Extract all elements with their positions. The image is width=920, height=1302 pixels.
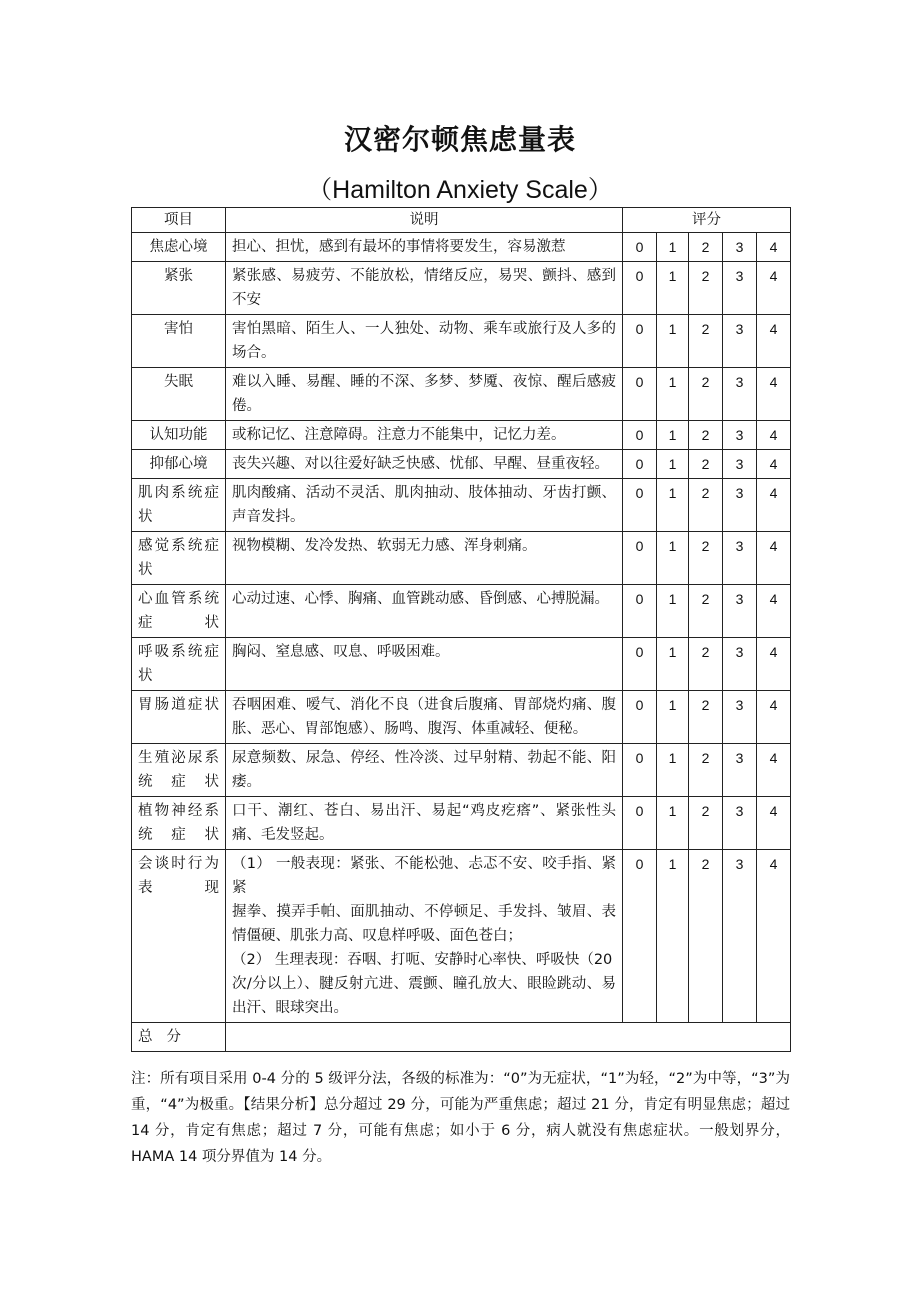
score-option-0[interactable]: 0 <box>623 315 657 368</box>
score-option-4[interactable]: 4 <box>757 585 791 638</box>
item-name: 抑郁心境 <box>132 450 226 479</box>
item-name: 失眠 <box>132 368 226 421</box>
score-option-1[interactable]: 1 <box>657 797 689 850</box>
score-option-4[interactable]: 4 <box>757 262 791 315</box>
item-description: 尿意频数、尿急、停经、性冷淡、过早射精、勃起不能、阳痿。 <box>226 744 623 797</box>
score-option-3[interactable]: 3 <box>723 797 757 850</box>
score-option-3[interactable]: 3 <box>723 744 757 797</box>
item-name: 肌肉系统症状 <box>132 479 226 532</box>
score-option-1[interactable]: 1 <box>657 450 689 479</box>
score-option-4[interactable]: 4 <box>757 233 791 262</box>
header-score: 评分 <box>623 208 791 233</box>
table-row <box>132 262 791 315</box>
score-option-3[interactable]: 3 <box>723 262 757 315</box>
score-option-3[interactable]: 3 <box>723 315 757 368</box>
score-option-0[interactable]: 0 <box>623 233 657 262</box>
score-option-1[interactable]: 1 <box>657 262 689 315</box>
table-row <box>132 479 791 532</box>
table-row <box>132 368 791 421</box>
score-option-0[interactable]: 0 <box>623 532 657 585</box>
page-title: 汉密尔顿焦虑量表 <box>343 123 576 156</box>
item-description: 视物模糊、发冷发热、软弱无力感、浑身刺痛。 <box>226 532 623 585</box>
item-description: （1） 一般表现：紧张、不能松弛、忐忑不安、咬手指、紧紧 握拳、摸弄手帕、面肌抽动、不停顿足、手发抖、皱眉、表情僵硬、肌张力高、叹息样呼吸、面色苍白； （2） 生理表现：吞咽、打呃、安静时心率快、呼吸快（20 次/分以上）、腱反射亢进、震颤、瞳孔放大、眼睑跳动、易出汗、眼球突出。 <box>226 850 623 1023</box>
score-option-1[interactable]: 1 <box>657 421 689 450</box>
table-row <box>132 744 791 797</box>
table-row <box>132 691 791 744</box>
score-option-2[interactable]: 2 <box>689 850 723 1023</box>
score-option-4[interactable]: 4 <box>757 421 791 450</box>
score-option-1[interactable]: 1 <box>657 585 689 638</box>
item-description: 难以入睡、易醒、睡的不深、多梦、梦魇、夜惊、醒后感疲倦。 <box>226 368 623 421</box>
score-option-3[interactable]: 3 <box>723 691 757 744</box>
item-name: 会谈时行为表现 <box>132 850 226 1023</box>
item-description: 丧失兴趣、对以往爱好缺乏快感、忧郁、早醒、昼重夜轻。 <box>226 450 623 479</box>
score-option-2[interactable]: 2 <box>689 315 723 368</box>
item-description: 口干、潮红、苍白、易出汗、易起“鸡皮疙瘩”、紧张性头痛、毛发竖起。 <box>226 797 623 850</box>
item-description: 心动过速、心悸、胸痛、血管跳动感、昏倒感、心搏脱漏。 <box>226 585 623 638</box>
score-option-0[interactable]: 0 <box>623 797 657 850</box>
score-option-3[interactable]: 3 <box>723 479 757 532</box>
score-option-0[interactable]: 0 <box>623 585 657 638</box>
score-option-0[interactable]: 0 <box>623 850 657 1023</box>
score-option-2[interactable]: 2 <box>689 532 723 585</box>
score-option-0[interactable]: 0 <box>623 638 657 691</box>
score-option-0[interactable]: 0 <box>623 691 657 744</box>
total-row <box>132 1023 791 1052</box>
score-option-2[interactable]: 2 <box>689 479 723 532</box>
score-option-3[interactable]: 3 <box>723 532 757 585</box>
item-name: 焦虑心境 <box>132 233 226 262</box>
score-option-2[interactable]: 2 <box>689 421 723 450</box>
score-option-2[interactable]: 2 <box>689 368 723 421</box>
score-option-3[interactable]: 3 <box>723 421 757 450</box>
score-option-4[interactable]: 4 <box>757 638 791 691</box>
item-description: 紧张感、易疲劳、不能放松，情绪反应，易哭、颤抖、感到不安 <box>226 262 623 315</box>
score-option-3[interactable]: 3 <box>723 850 757 1023</box>
score-option-3[interactable]: 3 <box>723 585 757 638</box>
score-option-1[interactable]: 1 <box>657 532 689 585</box>
score-option-1[interactable]: 1 <box>657 315 689 368</box>
item-name: 生殖泌尿系统症状 <box>132 744 226 797</box>
item-description: 吞咽困难、嗳气、消化不良（进食后腹痛、胃部烧灼痛、腹胀、恶心、胃部饱感）、肠鸣、腹泻、体重减轻、便秘。 <box>226 691 623 744</box>
item-name: 感觉系统症状 <box>132 532 226 585</box>
score-option-4[interactable]: 4 <box>757 368 791 421</box>
score-option-0[interactable]: 0 <box>623 262 657 315</box>
item-description: 肌肉酸痛、活动不灵活、肌肉抽动、肢体抽动、牙齿打颤、声音发抖。 <box>226 479 623 532</box>
scoring-note: 注：所有项目采用 0-4 分的 5 级评分法，各级的标准为：“0”为无症状，“1”为轻，“2”为中等，“3”为重，“4”为极重。【结果分析】总分超过 29 分，可能为严重焦虑；超过 21 分，肯定有明显焦虑；超过 14 分，肯定有焦虑；超过 7 分，可能有焦虑；如小于 6 分，病人就没有焦虑症状。一般划界分，HAMA 14 项分界值为 14 分。 <box>131 1071 790 1165</box>
item-name: 胃肠道症状 <box>132 691 226 744</box>
score-option-0[interactable]: 0 <box>623 368 657 421</box>
header-item: 项目 <box>132 208 226 233</box>
score-option-2[interactable]: 2 <box>689 262 723 315</box>
table-row <box>132 585 791 638</box>
table-row <box>132 797 791 850</box>
score-option-1[interactable]: 1 <box>657 744 689 797</box>
score-option-2[interactable]: 2 <box>689 691 723 744</box>
score-option-2[interactable]: 2 <box>689 450 723 479</box>
score-option-3[interactable]: 3 <box>723 233 757 262</box>
score-option-1[interactable]: 1 <box>657 638 689 691</box>
item-name: 紧张 <box>132 262 226 315</box>
total-value-cell <box>226 1023 791 1052</box>
score-option-2[interactable]: 2 <box>689 233 723 262</box>
item-name: 心血管系统症状 <box>132 585 226 638</box>
score-option-1[interactable]: 1 <box>657 479 689 532</box>
item-name: 害怕 <box>132 315 226 368</box>
score-option-3[interactable]: 3 <box>723 450 757 479</box>
score-option-2[interactable]: 2 <box>689 744 723 797</box>
score-option-4[interactable]: 4 <box>757 532 791 585</box>
table-row <box>132 638 791 691</box>
score-option-0[interactable]: 0 <box>623 744 657 797</box>
total-label: 总分 <box>132 1023 226 1052</box>
score-option-0[interactable]: 0 <box>623 450 657 479</box>
table-row <box>132 315 791 368</box>
score-option-2[interactable]: 2 <box>689 585 723 638</box>
score-option-0[interactable]: 0 <box>623 479 657 532</box>
score-option-4[interactable]: 4 <box>757 315 791 368</box>
score-option-0[interactable]: 0 <box>623 421 657 450</box>
item-description: 担心、担忧，感到有最坏的事情将要发生，容易激惹 <box>226 233 623 262</box>
score-option-2[interactable]: 2 <box>689 797 723 850</box>
table-row <box>132 450 791 479</box>
table-row <box>132 421 791 450</box>
score-option-3[interactable]: 3 <box>723 368 757 421</box>
score-option-1[interactable]: 1 <box>657 368 689 421</box>
item-name: 认知功能 <box>132 421 226 450</box>
score-option-1[interactable]: 1 <box>657 691 689 744</box>
score-option-3[interactable]: 3 <box>723 638 757 691</box>
table-header-row <box>132 208 791 233</box>
item-description: 害怕黑暗、陌生人、一人独处、动物、乘车或旅行及人多的场合。 <box>226 315 623 368</box>
table-row <box>132 532 791 585</box>
score-option-1[interactable]: 1 <box>657 850 689 1023</box>
item-description: 或称记忆、注意障碍。注意力不能集中，记忆力差。 <box>226 421 623 450</box>
score-option-4[interactable]: 4 <box>757 797 791 850</box>
score-option-2[interactable]: 2 <box>689 638 723 691</box>
anxiety-scale-table <box>131 207 791 1052</box>
table-row <box>132 233 791 262</box>
table-row <box>132 850 791 1023</box>
score-option-4[interactable]: 4 <box>757 691 791 744</box>
page-subtitle: （Hamilton Anxiety Scale） <box>307 176 613 204</box>
score-option-1[interactable]: 1 <box>657 233 689 262</box>
header-desc: 说明 <box>226 208 623 233</box>
item-name: 呼吸系统症状 <box>132 638 226 691</box>
score-option-4[interactable]: 4 <box>757 744 791 797</box>
item-description: 胸闷、窒息感、叹息、呼吸困难。 <box>226 638 623 691</box>
score-option-4[interactable]: 4 <box>757 850 791 1023</box>
item-name: 植物神经系统症状 <box>132 797 226 850</box>
score-option-4[interactable]: 4 <box>757 450 791 479</box>
score-option-4[interactable]: 4 <box>757 479 791 532</box>
